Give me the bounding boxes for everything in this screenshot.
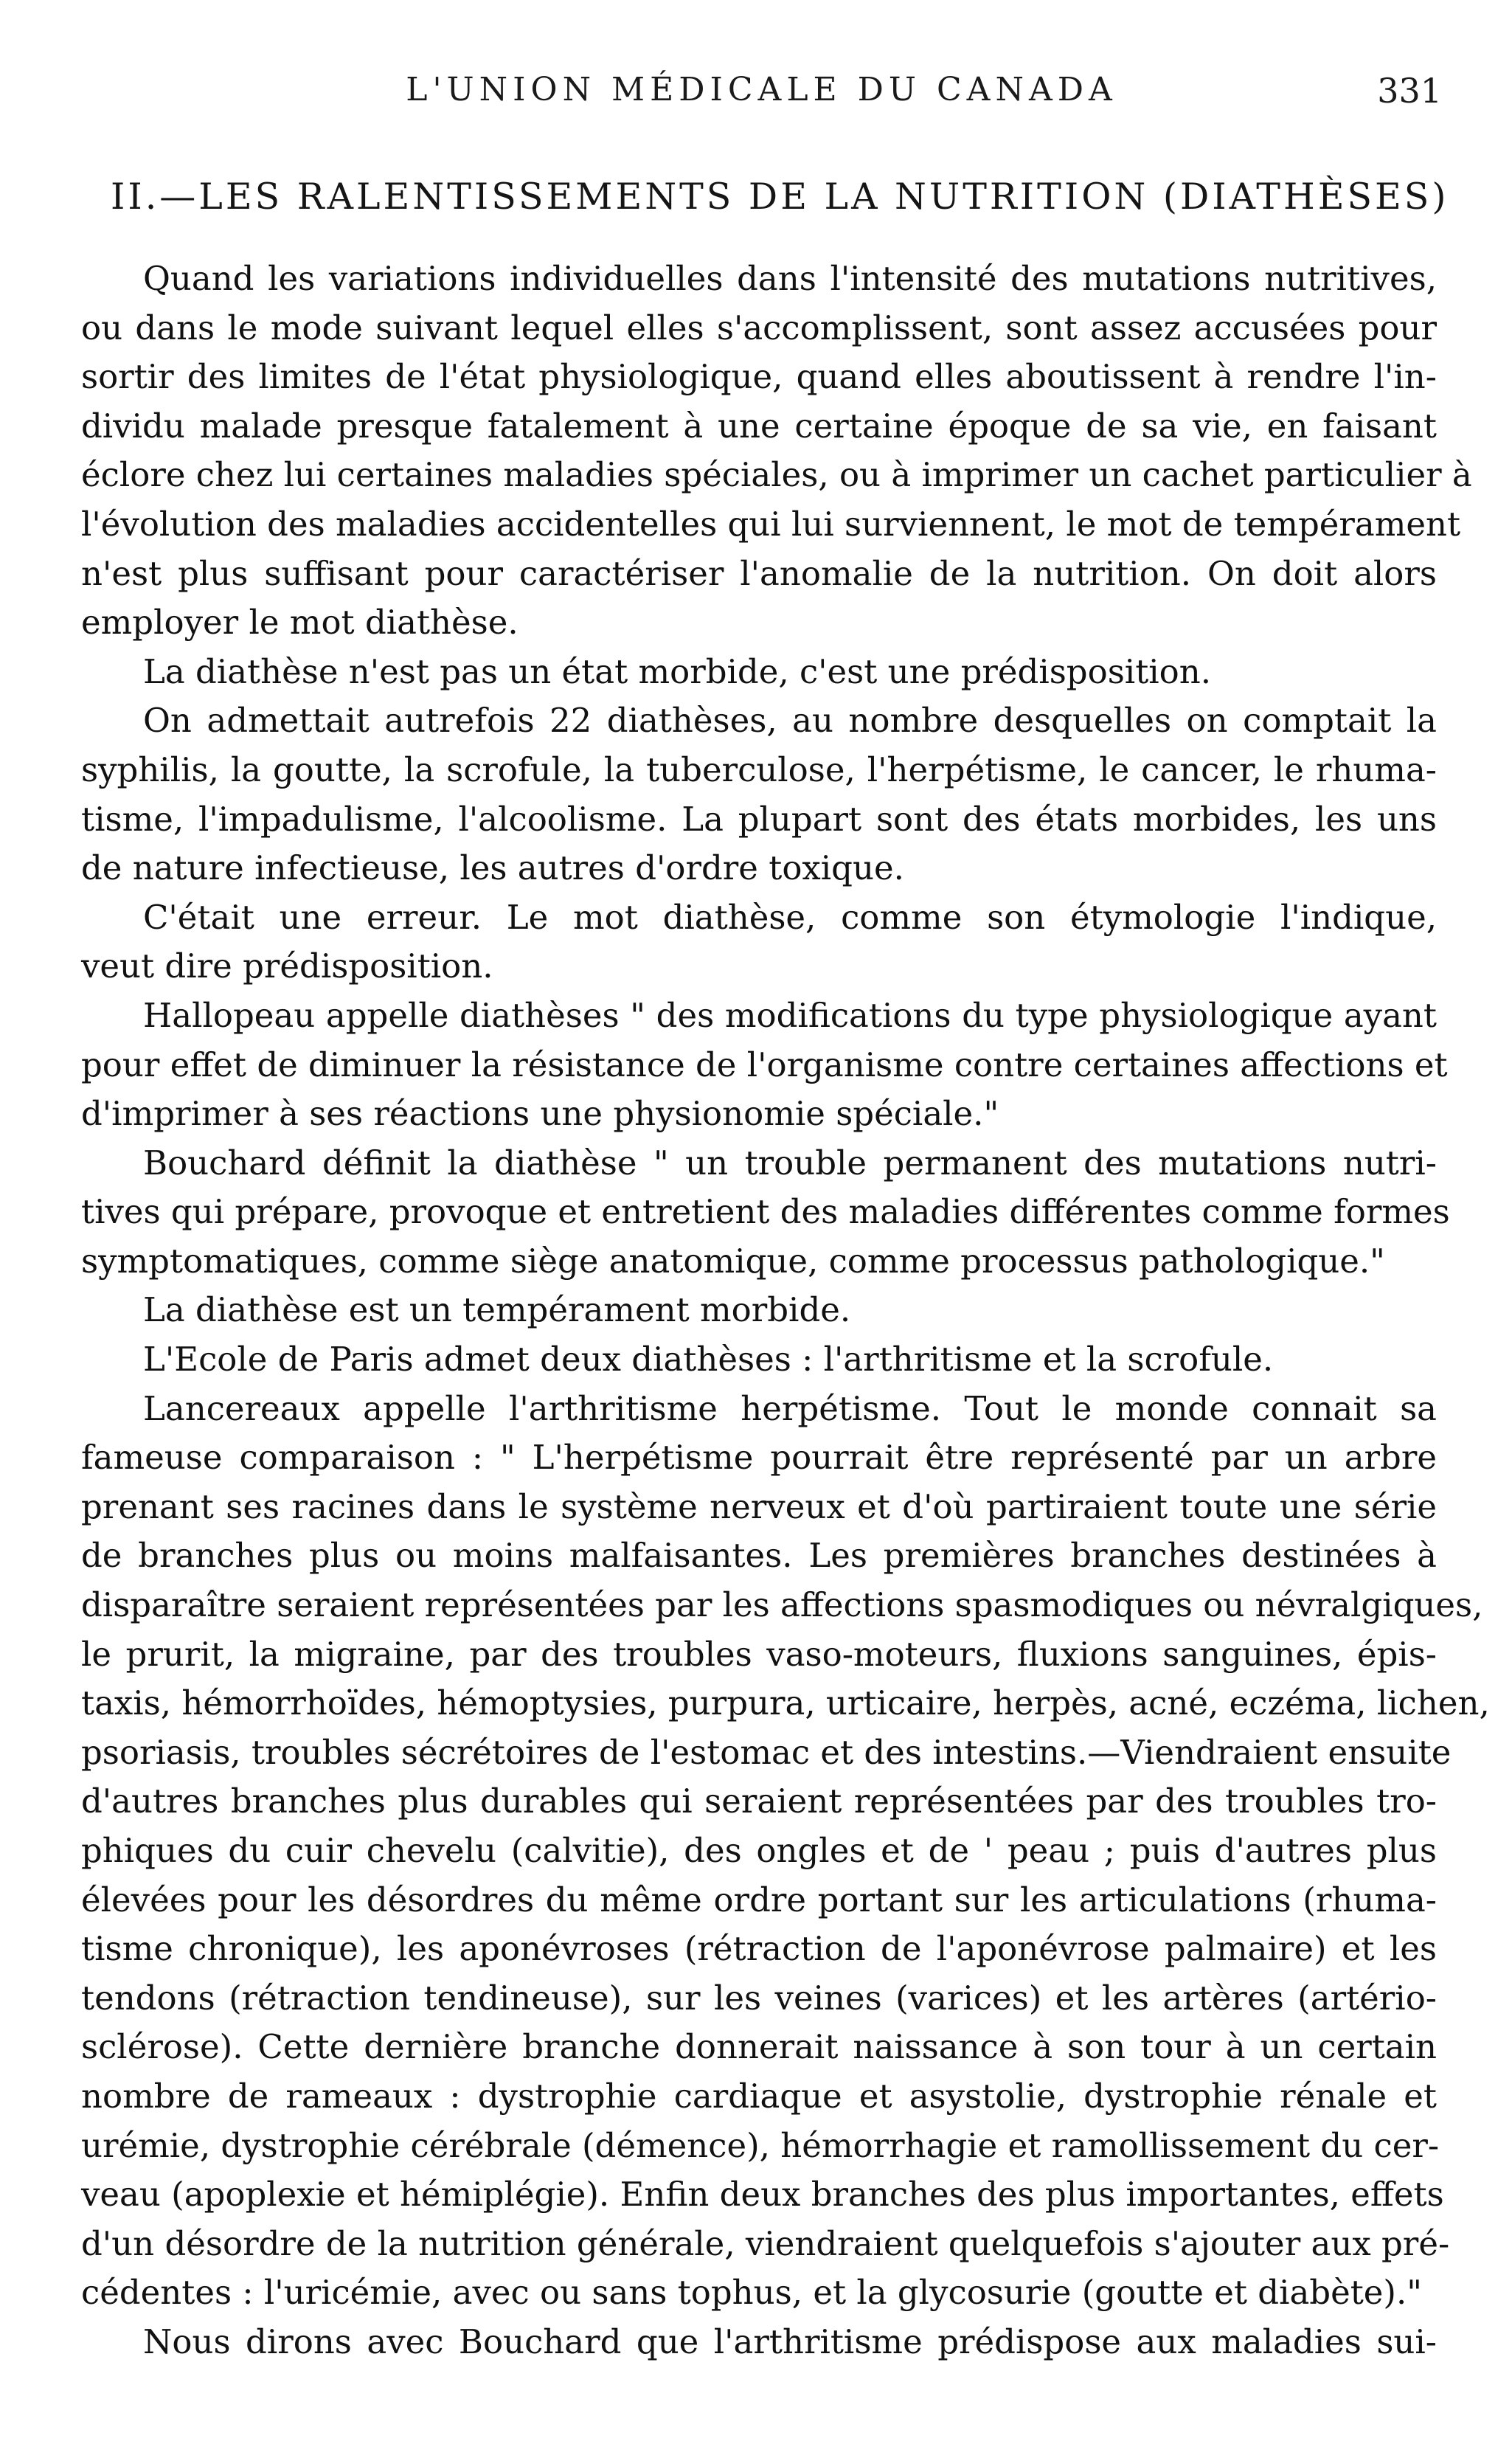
- text-line: La diathèse n'est pas un état morbide, c'est une prédisposition.: [143, 651, 1212, 691]
- text-line: sortir des limites de l'état physiologique, quand elles aboutissent à rendre l'in-: [81, 357, 1437, 397]
- text-line: C'était une erreur. Le mot diathèse, comme son étymologie l'indique,: [143, 897, 1437, 937]
- text-line: psoriasis, troubles sécrétoires de l'estomac et des intestins.—Viendraient ensuite: [81, 1732, 1452, 1772]
- text-line: On admettait autrefois 22 diathèses, au nombre desquelles on comptait la: [143, 701, 1437, 741]
- text-line: urémie, dystrophie cérébrale (démence), hémorrhagie et ramollissement du cer-: [81, 2125, 1440, 2165]
- text-line: phiques du cuir chevelu (calvitie), des ongles et de ' peau ; puis d'autres plus: [81, 1831, 1437, 1870]
- text-line: sclérose). Cette dernière branche donnerait naissance à son tour à un certain: [81, 2027, 1437, 2067]
- text-line: de branches plus ou moins malfaisantes. Les premières branches destinées à: [81, 1536, 1437, 1576]
- text-line: Bouchard définit la diathèse " un trouble permanent des mutations nutri-: [143, 1143, 1437, 1183]
- text-line: n'est plus suffisant pour caractériser l'anomalie de la nutrition. On doit alors: [81, 553, 1437, 593]
- text-line: Hallopeau appelle diathèses " des modifications du type physiologique ayant: [143, 995, 1437, 1035]
- text-line: Lancereaux appelle l'arthritisme herpétisme. Tout le monde connait sa: [143, 1388, 1437, 1428]
- text-line: pour effet de diminuer la résistance de l'organisme contre certaines affections et: [81, 1045, 1448, 1084]
- text-line: tives qui prépare, provoque et entretient des maladies différentes comme formes: [81, 1192, 1450, 1232]
- text-line: l'évolution des maladies accidentelles qui lui surviennent, le mot de tempérament: [81, 504, 1461, 544]
- text-line: éclore chez lui certaines maladies spéciales, ou à imprimer un cachet particulier à: [81, 455, 1472, 495]
- text-line: symptomatiques, comme siège anatomique, comme processus pathologique.": [81, 1241, 1385, 1281]
- text-line: L'Ecole de Paris admet deux diathèses : l'arthritisme et la scrofule.: [143, 1340, 1274, 1379]
- text-line: tisme chronique), les aponévroses (rétraction de l'aponévrose palmaire) et les: [81, 1929, 1437, 1969]
- text-line: cédentes : l'uricémie, avec ou sans tophus, et la glycosurie (goutte et diabète).": [81, 2273, 1422, 2313]
- text-line: disparaître seraient représentées par les affections spasmodiques ou névralgiques,: [81, 1585, 1483, 1625]
- text-line: d'autres branches plus durables qui seraient représentées par des troubles tro-: [81, 1782, 1437, 1821]
- text-line: tisme, l'impadulisme, l'alcoolisme. La plupart sont des états morbides, les uns: [81, 799, 1437, 839]
- text-line: taxis, hémorrhoïdes, hémoptysies, purpura, urticaire, herpès, acné, eczéma, lichen,: [81, 1683, 1490, 1723]
- running-head: [81, 71, 1442, 122]
- text-line: La diathèse est un tempérament morbide.: [143, 1290, 851, 1330]
- text-line: nombre de rameaux : dystrophie cardiaque et asystolie, dystrophie rénale et: [81, 2076, 1437, 2116]
- text-line: d'imprimer à ses réactions une physionomie spéciale.": [81, 1094, 999, 1134]
- section-heading: II.—LES RALENTISSEMENTS DE LA NUTRITION (DIATHÈSES): [111, 176, 1449, 218]
- body-text: [81, 255, 1490, 2367]
- text-line: veau (apoplexie et hémiplégie). Enfin deux branches des plus importantes, effets: [81, 2175, 1444, 2215]
- text-line: fameuse comparaison : " L'herpétisme pourrait être représenté par un arbre: [81, 1438, 1437, 1478]
- text-line: d'un désordre de la nutrition générale, viendraient quelquefois s'ajouter aux pré-: [81, 2223, 1450, 2263]
- text-line: tendons (rétraction tendineuse), sur les veines (varices) et les artères (artério-: [81, 1978, 1437, 2018]
- text-line: Nous dirons avec Bouchard que l'arthritisme prédispose aux maladies sui-: [143, 2321, 1437, 2361]
- text-line: prenant ses racines dans le système nerveux et d'où partiraient toute une série: [81, 1486, 1437, 1526]
- text-line: élevées pour les désordres du même ordre portant sur les articulations (rhuma-: [81, 1880, 1437, 1919]
- journal-title: L'UNION MÉDICALE DU CANADA: [406, 71, 1117, 108]
- text-line: employer le mot diathèse.: [81, 603, 519, 643]
- text-line: de nature infectieuse, les autres d'ordre toxique.: [81, 848, 904, 888]
- text-line: le prurit, la migraine, par des troubles vaso-moteurs, fluxions sanguines, épis-: [81, 1634, 1437, 1674]
- text-line: ou dans le mode suivant lequel elles s'accomplissent, sont assez accusées pour: [81, 308, 1437, 347]
- text-line: veut dire prédisposition.: [81, 946, 493, 986]
- text-line: Quand les variations individuelles dans l'intensité des mutations nutritives,: [143, 259, 1437, 298]
- text-line: dividu malade presque fatalement à une certaine époque de sa vie, en faisant: [81, 406, 1437, 446]
- text-line: syphilis, la goutte, la scrofule, la tuberculose, l'herpétisme, le cancer, le rhuma-: [81, 749, 1437, 789]
- page-number: 331: [1377, 71, 1442, 111]
